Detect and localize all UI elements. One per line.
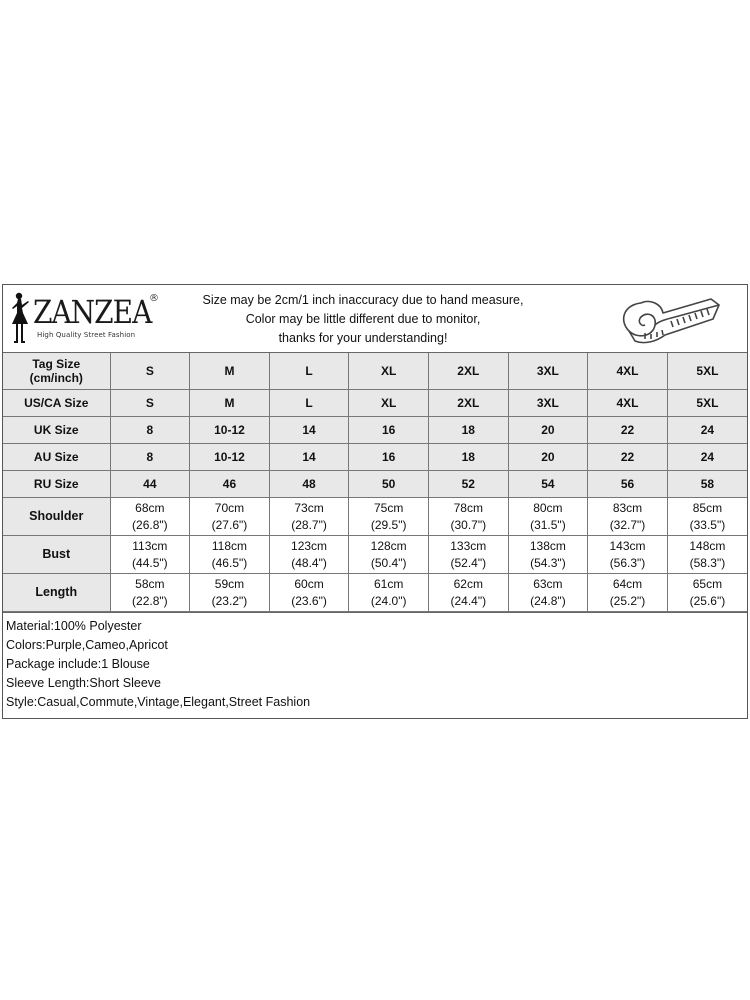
measure-cell: 62cm (24.4") — [428, 574, 508, 612]
size-cell: 46 — [190, 471, 270, 498]
info-material: Material:100% Polyester — [6, 619, 142, 633]
row-label — [3, 353, 110, 390]
row-label: Bust — [3, 536, 110, 574]
size-cell: 8 — [110, 444, 190, 471]
size-cell: 10-12 — [190, 417, 270, 444]
measure-cell: 63cm (24.8") — [508, 574, 588, 612]
measure-cell: 138cm (54.3") — [508, 536, 588, 574]
measure-cell: 59cm (23.2") — [190, 574, 270, 612]
measure-cell: 73cm (28.7") — [269, 498, 349, 536]
size-cell: 14 — [269, 444, 349, 471]
size-cell: L — [269, 390, 349, 417]
measure-cell: 80cm (31.5") — [508, 498, 588, 536]
size-cell: 50 — [349, 471, 429, 498]
measure-cell: 58cm (22.8") — [110, 574, 190, 612]
uk-size-row — [3, 417, 747, 444]
size-cell: 24 — [667, 417, 747, 444]
product-info — [3, 612, 747, 718]
brand-logo — [9, 291, 159, 347]
tag-size-row — [3, 353, 747, 390]
size-cell: 58 — [667, 471, 747, 498]
measure-cell: 75cm (29.5") — [349, 498, 429, 536]
info-sleeve-length: Sleeve Length:Short Sleeve — [6, 676, 161, 690]
size-cell: 8 — [110, 417, 190, 444]
info-colors: Colors:Purple,Cameo,Apricot — [6, 638, 168, 652]
us-ca-size-row — [3, 390, 747, 417]
size-cell: L — [269, 353, 349, 390]
au-size-row — [3, 444, 747, 471]
measure-cell: 128cm (50.4") — [349, 536, 429, 574]
measure-cell: 68cm (26.8") — [110, 498, 190, 536]
measure-cell: 123cm (48.4") — [269, 536, 349, 574]
size-cell: 54 — [508, 471, 588, 498]
size-cell: 44 — [110, 471, 190, 498]
brand-tagline: High Quality Street Fashion — [37, 331, 136, 339]
size-cell: 2XL — [428, 390, 508, 417]
woman-silhouette-icon — [9, 291, 35, 347]
measure-cell: 113cm (44.5") — [110, 536, 190, 574]
size-cell: 20 — [508, 417, 588, 444]
measure-cell: 118cm (46.5") — [190, 536, 270, 574]
size-cell: 5XL — [667, 390, 747, 417]
measurement-notice — [178, 291, 548, 348]
brand-name: ZANZEA — [33, 293, 152, 331]
row-label: RU Size — [3, 471, 110, 498]
info-package: Package include:1 Blouse — [6, 657, 150, 671]
size-cell: 5XL — [667, 353, 747, 390]
notice-line: Size may be 2cm/1 inch inaccuracy due to hand measure, — [202, 293, 524, 307]
measuring-tape-icon — [615, 291, 733, 347]
row-label-line: Tag Size — [32, 357, 81, 371]
measure-cell: 83cm (32.7") — [588, 498, 668, 536]
measure-cell: 61cm (24.0") — [349, 574, 429, 612]
size-cell: 16 — [349, 417, 429, 444]
bust-row — [3, 536, 747, 574]
notice-line: Color may be little different due to monitor, — [245, 312, 481, 326]
length-row — [3, 574, 747, 612]
size-cell: S — [110, 390, 190, 417]
measure-cell: 148cm (58.3") — [667, 536, 747, 574]
row-label: Shoulder — [3, 498, 110, 536]
size-cell: 2XL — [428, 353, 508, 390]
size-cell: 14 — [269, 417, 349, 444]
size-cell: 4XL — [588, 353, 668, 390]
size-cell: 18 — [428, 417, 508, 444]
size-cell: 24 — [667, 444, 747, 471]
size-cell: 20 — [508, 444, 588, 471]
row-label-line: (cm/inch) — [29, 371, 83, 385]
measure-cell: 78cm (30.7") — [428, 498, 508, 536]
size-cell: 3XL — [508, 390, 588, 417]
row-label: Length — [3, 574, 110, 612]
measure-cell: 133cm (52.4") — [428, 536, 508, 574]
size-cell: 22 — [588, 444, 668, 471]
size-table — [3, 353, 747, 612]
size-cell: 10-12 — [190, 444, 270, 471]
row-label: AU Size — [3, 444, 110, 471]
row-label: US/CA Size — [3, 390, 110, 417]
size-cell: 18 — [428, 444, 508, 471]
notice-line: thanks for your understanding! — [278, 331, 448, 345]
registered-mark: ® — [149, 293, 159, 304]
measure-cell: 143cm (56.3") — [588, 536, 668, 574]
size-cell: 52 — [428, 471, 508, 498]
size-chart — [2, 284, 748, 719]
measure-cell: 64cm (25.2") — [588, 574, 668, 612]
info-style: Style:Casual,Commute,Vintage,Elegant,Street Fashion — [6, 695, 311, 709]
measure-cell: 85cm (33.5") — [667, 498, 747, 536]
measure-cell: 60cm (23.6") — [269, 574, 349, 612]
size-cell: 48 — [269, 471, 349, 498]
size-cell: M — [190, 353, 270, 390]
row-label: UK Size — [3, 417, 110, 444]
measure-cell: 65cm (25.6") — [667, 574, 747, 612]
size-cell: 22 — [588, 417, 668, 444]
ru-size-row — [3, 471, 747, 498]
size-cell: XL — [349, 353, 429, 390]
size-cell: 3XL — [508, 353, 588, 390]
size-cell: 4XL — [588, 390, 668, 417]
chart-header — [3, 285, 747, 353]
size-cell: M — [190, 390, 270, 417]
shoulder-row — [3, 498, 747, 536]
size-cell: 16 — [349, 444, 429, 471]
size-cell: S — [110, 353, 190, 390]
measure-cell: 70cm (27.6") — [190, 498, 270, 536]
size-cell: XL — [349, 390, 429, 417]
size-cell: 56 — [588, 471, 668, 498]
